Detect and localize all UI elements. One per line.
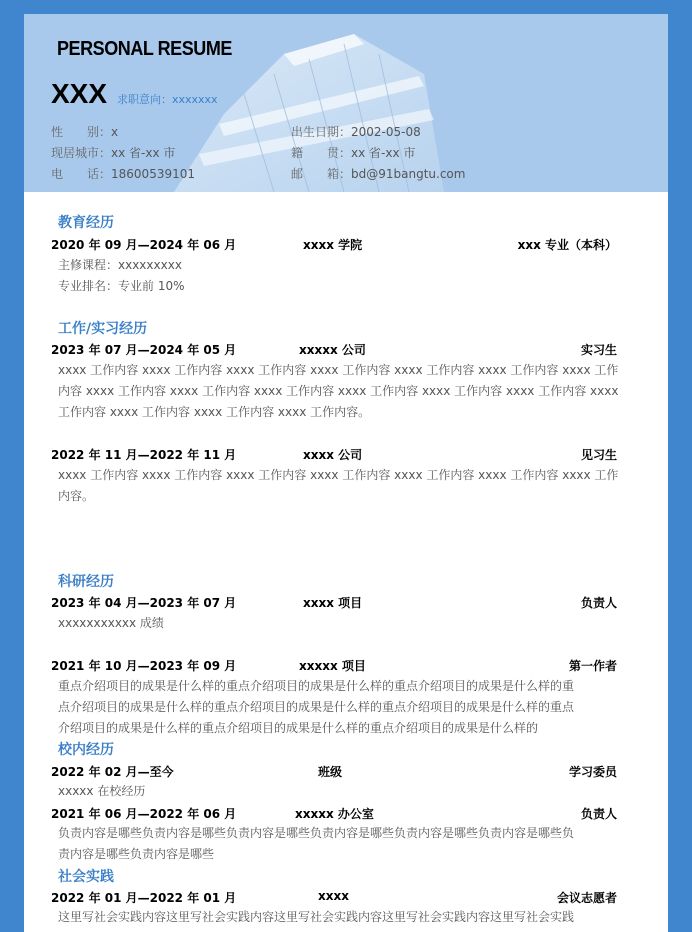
birth-value: 2002-05-08 [351,125,421,139]
work-entry-2 [51,446,617,464]
city-value: xx 省-xx 市 [111,146,176,160]
entry-org: xxxx 公司 [303,448,363,462]
entry-role: 会议志愿者 [556,891,617,905]
entry-date: 2023 年 04 月—2023 年 07 月 [51,596,237,610]
resume-page [24,14,668,932]
campus-1-line-1: xxxxx 在校经历 [58,784,146,798]
work-entry-1 [51,341,617,359]
research-1-line-1: xxxxxxxxxxx 成绩 [58,616,164,630]
entry-role: 学习委员 [568,765,617,779]
gender-row [51,123,118,140]
entry-org: xxxxx 公司 [299,343,366,357]
email-row [291,165,465,182]
work-1-line-2: 内容 xxxx 工作内容 xxxx 工作内容 xxxx 工作内容 xxxx 工作内容 xxxx 工作内容 xxxx 工作内容 xxxx [58,384,619,398]
entry-major: xxx 专业（本科） [517,238,617,252]
resume-title: PERSONAL RESUME [57,38,232,60]
work-title: 工作/实习经历 [58,321,148,337]
native-label: 籍 贯： [291,146,352,160]
research-2-line-3: 介绍项目的成果是什么样的重点介绍项目的成果是什么样的重点介绍项目的成果是什么样的 [58,721,539,735]
research-2-line-1: 重点介绍项目的成果是什么样的重点介绍项目的成果是什么样的重点介绍项目的成果是什么样的重 [58,679,575,693]
entry-role: 负责人 [580,596,617,610]
entry-date: 2021 年 10 月—2023 年 09 月 [51,659,237,673]
social-entry-1 [51,889,617,907]
campus-2-line-2: 责内容是哪些负责内容是哪些 [58,847,215,861]
entry-date: 2022 年 01 月—2022 年 01 月 [51,891,237,905]
email-label: 邮 箱： [291,167,352,181]
entry-org: xxxxx 办公室 [295,807,374,821]
work-2-line-1: xxxx 工作内容 xxxx 工作内容 xxxx 工作内容 xxxx 工作内容 xxxx 工作内容 xxxx 工作内容 xxxx 工作 [58,468,619,482]
native-value: xx 省-xx 市 [351,146,416,160]
phone-label: 电 话： [51,167,112,181]
social-title: 社会实践 [58,869,114,885]
campus-title: 校内经历 [58,742,114,758]
education-title: 教育经历 [58,215,114,231]
gender-label: 性 别： [51,125,112,139]
entry-role: 负责人 [580,807,617,821]
research-2-line-2: 点介绍项目的成果是什么样的重点介绍项目的成果是什么样的重点介绍项目的成果是什么样的重点 [58,700,575,714]
phone-value: 18600539101 [111,167,195,181]
entry-org: xxxx 项目 [303,596,363,610]
candidate-name: XXX [51,78,108,109]
entry-school: xxxx 学院 [303,238,363,252]
social-1-line-1: 这里写社会实践内容这里写社会实践内容这里写社会实践内容这里写社会实践内容这里写社会实践 [58,910,575,924]
entry-org: xxxx [318,889,349,903]
research-title: 科研经历 [58,574,114,590]
native-row [291,144,415,161]
job-intent [117,91,218,107]
entry-org: 班级 [318,765,343,779]
education-courses: 主修课程：xxxxxxxxx [58,258,182,272]
campus-2-line-1: 负责内容是哪些负责内容是哪些负责内容是哪些负责内容是哪些负责内容是哪些负责内容是哪些负 [58,826,575,840]
entry-role: 实习生 [580,343,617,357]
entry-role: 第一作者 [568,659,617,673]
entry-date: 2022 年 02 月—至今 [51,765,174,779]
birth-label: 出生日期： [291,125,352,139]
job-intent-value: xxxxxxx [172,93,218,106]
education-rank: 专业排名：专业前 10% [58,279,185,293]
work-2-line-2: 内容。 [58,489,95,503]
work-1-line-3: 工作内容 xxxx 工作内容 xxxx 工作内容 xxxx 工作内容。 [58,405,371,419]
city-label: 现居城市： [51,146,112,160]
entry-role: 见习生 [580,448,617,462]
entry-date: 2021 年 06 月—2022 年 06 月 [51,807,237,821]
resume-header [24,14,668,192]
email-value: bd@91bangtu.com [351,167,466,181]
work-1-line-1: xxxx 工作内容 xxxx 工作内容 xxxx 工作内容 xxxx 工作内容 xxxx 工作内容 xxxx 工作内容 xxxx 工作 [58,363,619,377]
research-entry-2 [51,657,617,675]
education-entry [51,236,617,254]
phone-row [51,165,195,182]
entry-date: 2022 年 11 月—2022 年 11 月 [51,448,237,462]
birth-row [291,123,421,140]
entry-org: xxxxx 项目 [299,659,366,673]
gender-value: x [111,125,119,139]
research-entry-1 [51,594,617,612]
city-row [51,144,175,161]
job-intent-label: 求职意向： [117,93,172,106]
entry-date: 2023 年 07 月—2024 年 05 月 [51,343,237,357]
campus-entry-2 [51,805,617,823]
entry-date: 2020 年 09 月—2024 年 06 月 [51,238,237,252]
campus-entry-1 [51,763,617,781]
